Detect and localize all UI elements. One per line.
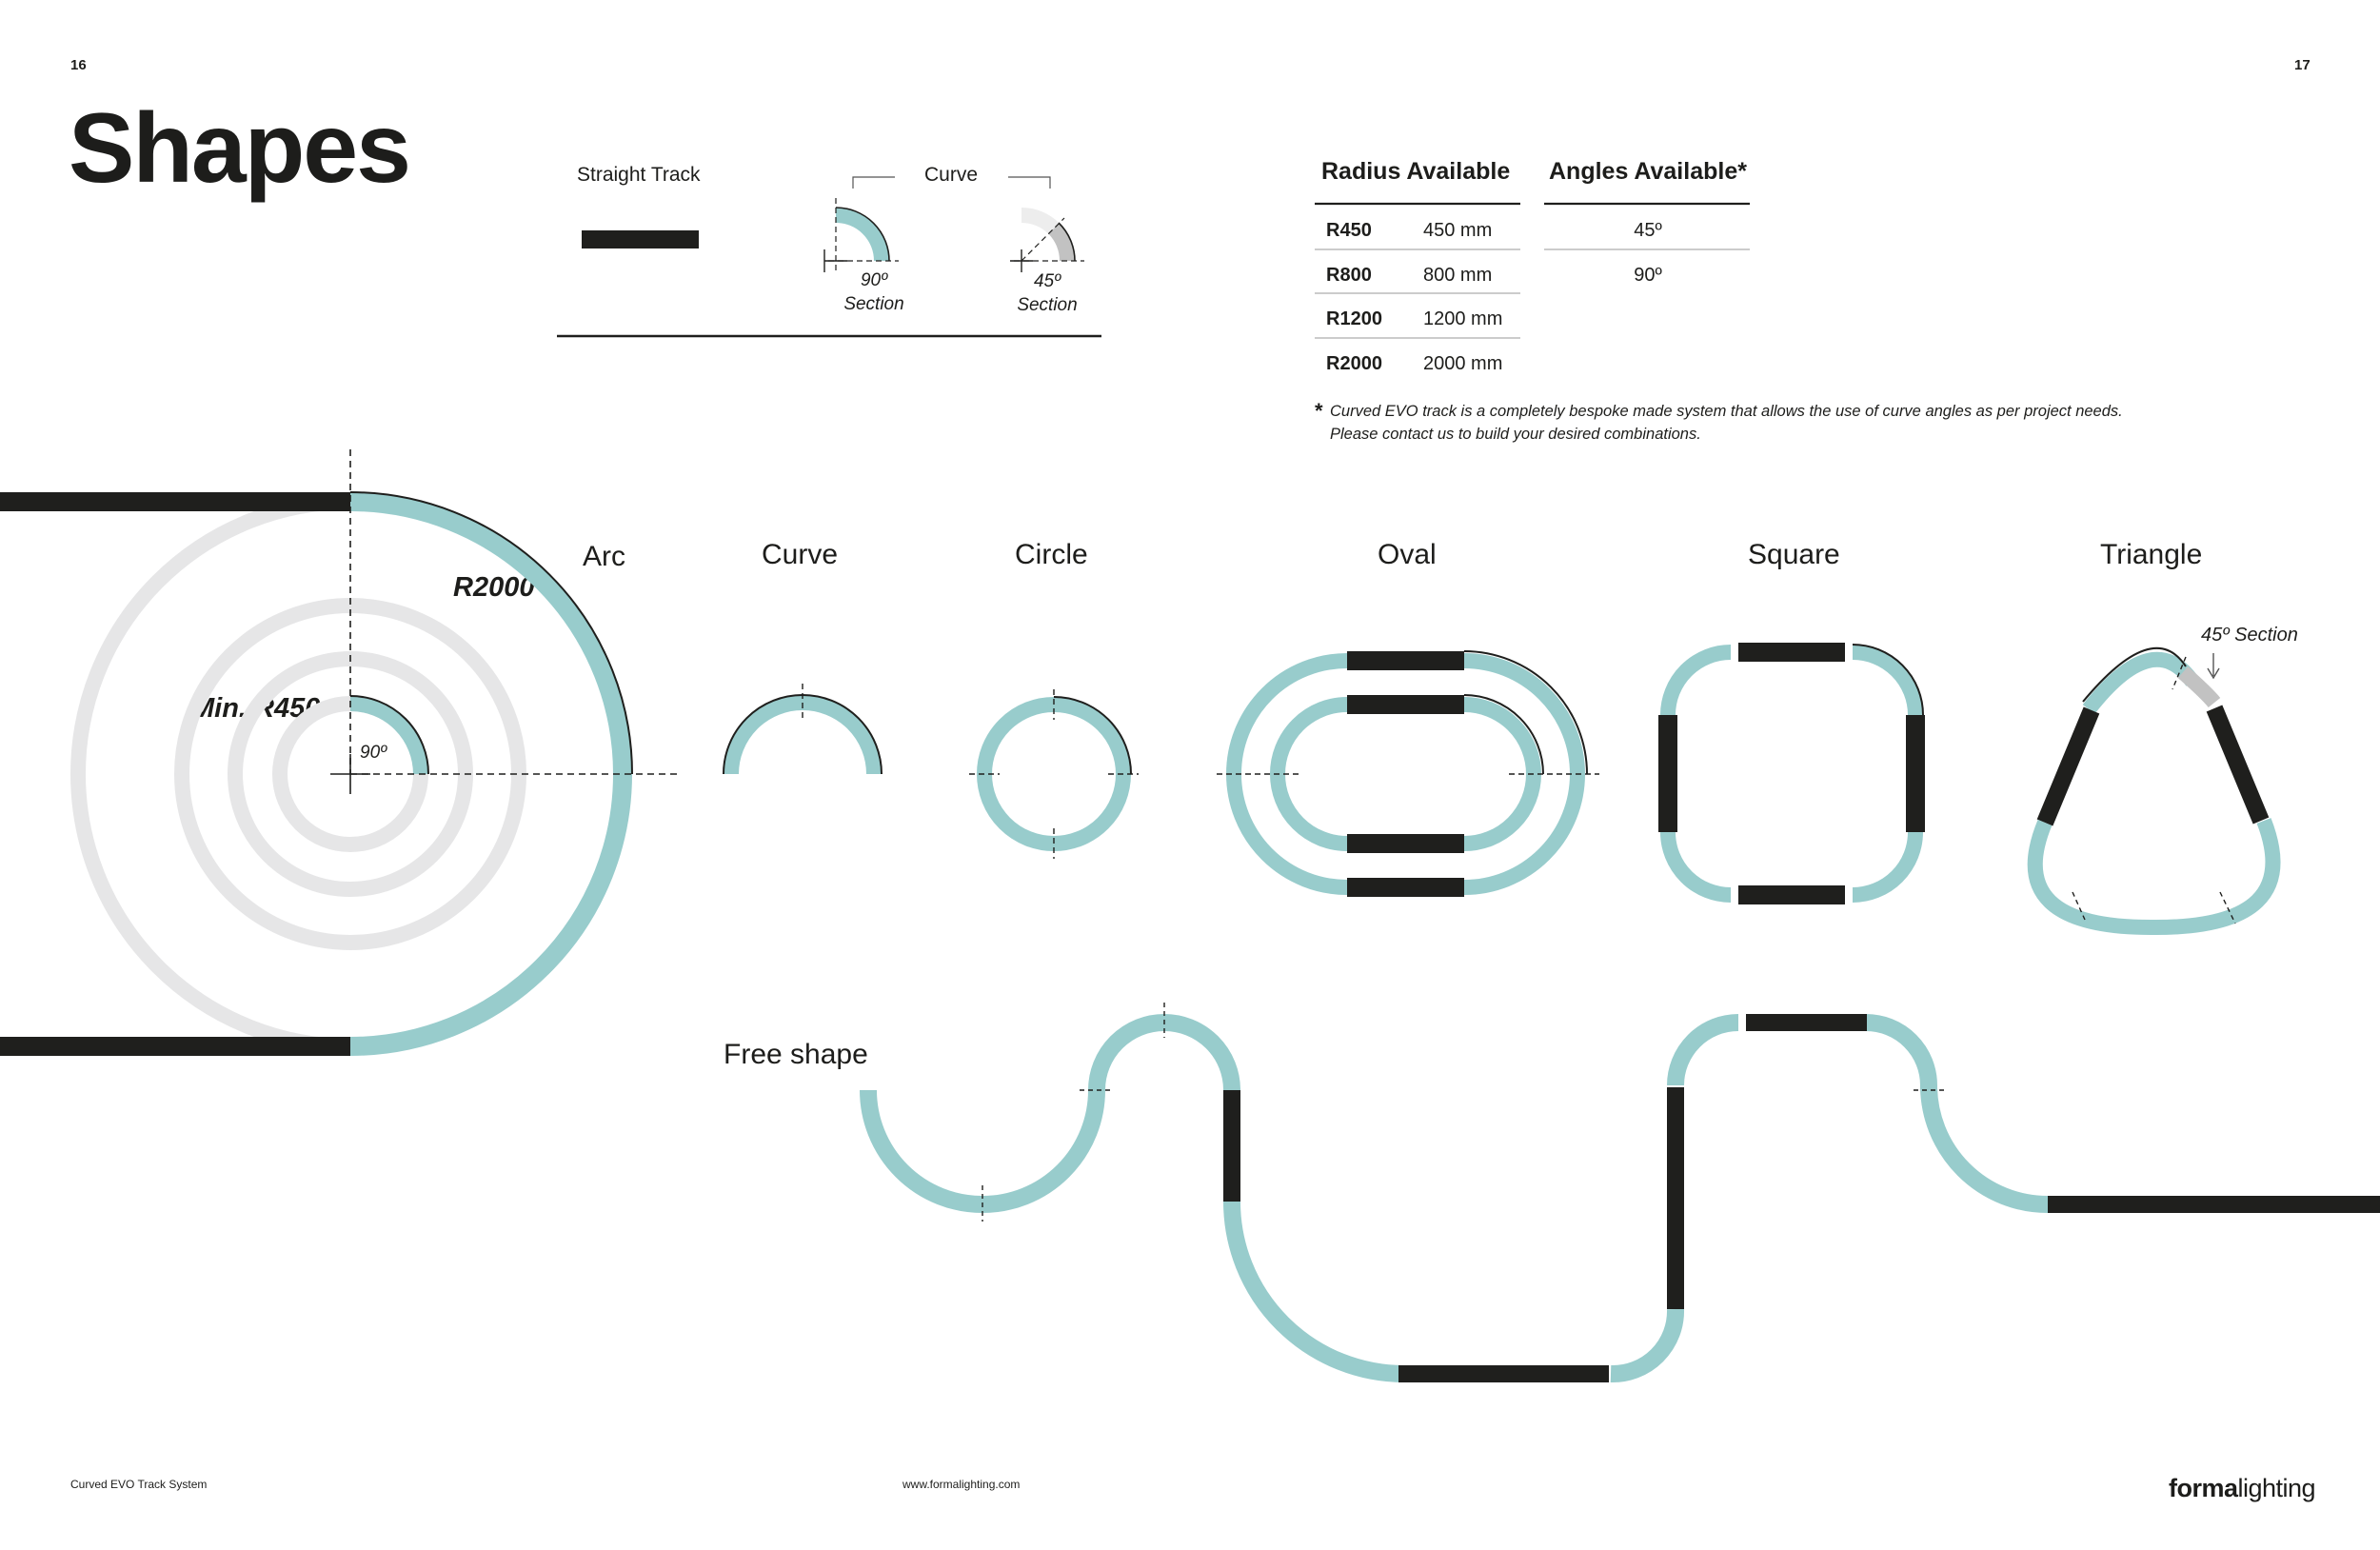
free-shape-straight — [1746, 1014, 1867, 1031]
oval-inner-edge — [1464, 695, 1543, 774]
note-text — [1330, 401, 2123, 447]
triangle-side-left — [2045, 710, 2092, 823]
radius-code: R450 — [1326, 220, 1372, 241]
radius-table-header: Radius Available — [1321, 158, 1511, 185]
free-shape-straight — [1667, 1087, 1684, 1309]
section-45-cross — [1010, 249, 1033, 272]
triangle-side-right — [2214, 708, 2261, 821]
section-90-arc-edge — [836, 208, 889, 261]
free-shape-straight — [1398, 1365, 1609, 1382]
section-45-caption — [1002, 270, 1093, 317]
triangle-top-arc — [2089, 660, 2192, 709]
section-90-caption — [828, 269, 920, 316]
square-label: Square — [1748, 539, 1840, 570]
radius-value: 2000 mm — [1423, 353, 1503, 374]
oval-outer-straight-top — [1347, 651, 1464, 670]
note-line-1: Curved EVO track is a completely bespoke made system that allows the use of curve angles as per project needs. — [1330, 403, 2123, 420]
square-straight-right — [1906, 715, 1925, 832]
straight-track-sample — [582, 230, 699, 248]
angle-value: 45º — [1634, 220, 1662, 241]
arc-r2000-edge — [350, 492, 632, 774]
circle-track — [984, 705, 1123, 844]
square-corners — [1668, 652, 1915, 895]
radius-value: 1200 mm — [1423, 308, 1503, 329]
square-straight-left — [1658, 715, 1677, 832]
oval-inner-straight-top — [1347, 695, 1464, 714]
radius-code: R1200 — [1326, 308, 1382, 329]
oval-outer-right — [1464, 661, 1577, 887]
radius-code: R2000 — [1326, 353, 1382, 374]
square-corner-edge — [1853, 645, 1923, 715]
radius-ring-r450 — [280, 704, 421, 845]
angle-value: 90º — [1634, 265, 1662, 286]
section-45-ghost — [1021, 215, 1054, 229]
footer-website[interactable]: www.formalighting.com — [902, 1478, 1021, 1491]
note-line-2: Please contact us to build your desired combinations. — [1330, 425, 1701, 443]
arc-straight-top — [0, 492, 350, 511]
straight-track-label: Straight Track — [577, 164, 701, 186]
arc-straight-bottom — [0, 1037, 350, 1056]
section-45-label: Section — [1017, 294, 1078, 315]
triangle-section-note: 45º Section — [2201, 625, 2298, 646]
free-shape-curves — [868, 1023, 2048, 1374]
radius-value: 450 mm — [1423, 220, 1493, 241]
radius-code: R800 — [1326, 265, 1372, 286]
r2000-label: R2000 — [453, 572, 535, 603]
oval-inner-left — [1278, 705, 1347, 844]
forma-lighting-logo — [2169, 1474, 2315, 1503]
oval-outer-left — [1234, 661, 1347, 887]
oval-outer-edge — [1464, 651, 1587, 774]
arc-angle-label: 90º — [360, 743, 387, 763]
radius-ring-r2000 — [78, 502, 623, 1046]
free-shape-straight — [1223, 1090, 1240, 1202]
triangle-label: Triangle — [2100, 539, 2203, 570]
curve-legend-label: Curve — [924, 164, 979, 186]
triangle-top-edge — [2083, 648, 2186, 702]
footer-publication: Curved EVO Track System — [70, 1478, 208, 1491]
section-45-angle: 45º — [1033, 271, 1061, 291]
section-45-arc — [1054, 229, 1067, 261]
oval-inner-right — [1464, 705, 1534, 844]
right-page-number: 17 — [2294, 57, 2311, 73]
free-shape-label: Free shape — [724, 1039, 868, 1070]
curve-label: Curve — [762, 539, 839, 570]
circle-guides — [969, 689, 1139, 859]
oval-label: Oval — [1378, 539, 1437, 570]
square-straight-bottom — [1738, 885, 1845, 904]
curve-track — [731, 703, 874, 774]
section-90-arc — [836, 215, 882, 261]
section-45-arc-edge — [1059, 223, 1075, 261]
section-45-guides — [1014, 218, 1084, 261]
circle-label: Circle — [1015, 539, 1088, 570]
left-page-number: 16 — [70, 57, 87, 73]
logo-light: lighting — [2237, 1474, 2316, 1502]
triangle-guides — [2073, 657, 2235, 924]
radius-ring-r1200 — [182, 606, 519, 943]
radius-value: 800 mm — [1423, 265, 1493, 286]
square-straight-top — [1738, 643, 1845, 662]
section-90-angle: 90º — [860, 270, 888, 290]
min-r450-label: Min. R450 — [191, 693, 321, 724]
circle-edge — [1054, 697, 1131, 774]
curve-edge — [724, 695, 882, 774]
triangle-note-arrow — [2208, 653, 2219, 678]
oval-outer-straight-bottom — [1347, 878, 1464, 897]
logo-bold: forma — [2169, 1474, 2238, 1502]
arc-label: Arc — [583, 541, 625, 572]
section-90-guides — [828, 198, 899, 270]
section-90-label: Section — [843, 293, 904, 314]
arc-guides — [350, 449, 678, 774]
note-asterisk: * — [1315, 399, 1323, 423]
free-shape-guides — [982, 1003, 1948, 1222]
triangle-bottom-arc — [2035, 821, 2273, 927]
angles-table-header: Angles Available* — [1549, 158, 1747, 185]
page-title: Shapes — [69, 93, 409, 204]
oval-inner-straight-bottom — [1347, 834, 1464, 853]
triangle-top-section — [2183, 672, 2214, 703]
free-shape-straight — [2048, 1196, 2380, 1213]
